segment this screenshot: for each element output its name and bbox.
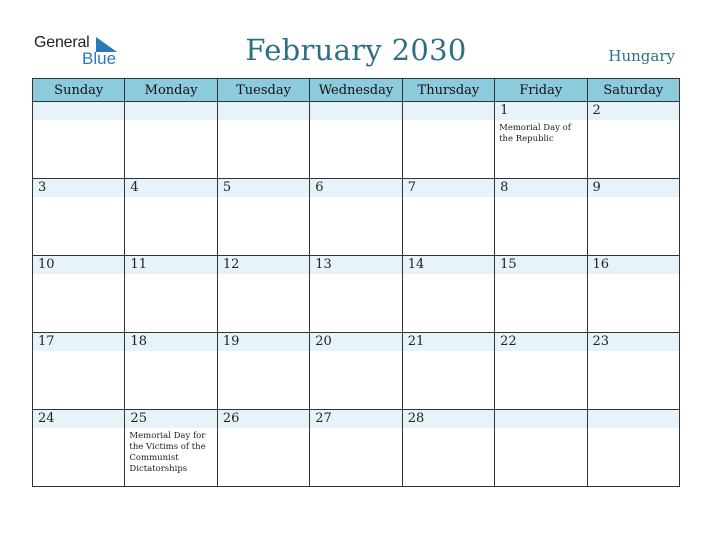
day-cell — [495, 333, 587, 410]
day-cell — [402, 333, 494, 410]
day-cell — [217, 102, 309, 179]
day-number — [218, 102, 309, 120]
day-number: 17 — [38, 334, 55, 349]
holiday-label: Memorial Day of the Republic — [499, 123, 571, 144]
day-number: 3 — [38, 180, 47, 195]
day-cell — [495, 102, 587, 179]
calendar-title: February 2030 — [245, 33, 467, 67]
day-number: 8 — [500, 180, 509, 195]
brand-line-1: General — [34, 34, 90, 51]
day-number: 28 — [407, 411, 425, 426]
day-cell — [217, 179, 309, 256]
day-cell — [310, 256, 402, 333]
day-cell — [587, 256, 679, 333]
day-cell — [33, 410, 125, 487]
day-cell — [587, 410, 679, 487]
brand-line-2: Blue — [82, 49, 117, 68]
week-row — [33, 179, 680, 256]
day-number: 5 — [222, 180, 232, 195]
day-number — [125, 102, 216, 120]
day-number — [588, 410, 679, 428]
day-number: 24 — [38, 411, 55, 426]
day-cell — [125, 256, 217, 333]
day-number — [33, 102, 124, 120]
day-cell — [217, 410, 309, 487]
day-number: 16 — [592, 257, 610, 272]
weekday-header: Sunday — [33, 79, 125, 102]
day-cell — [402, 256, 494, 333]
day-number — [403, 102, 494, 120]
day-number: 18 — [130, 334, 147, 349]
day-cell — [310, 410, 402, 487]
weekday-header: Monday — [125, 79, 217, 102]
day-cell — [495, 179, 587, 256]
week-row — [33, 410, 680, 487]
day-cell — [310, 102, 402, 179]
calendar-grid — [32, 78, 680, 487]
weekday-header-row — [33, 79, 680, 102]
day-cell — [495, 256, 587, 333]
day-number: 7 — [407, 180, 416, 195]
day-cell — [495, 410, 587, 487]
day-number — [310, 102, 401, 120]
week-row — [33, 256, 680, 333]
day-number: 23 — [592, 334, 610, 349]
day-cell — [587, 333, 679, 410]
day-cell — [33, 102, 125, 179]
day-cell — [402, 179, 494, 256]
day-number: 10 — [38, 257, 55, 272]
day-number: 4 — [130, 180, 139, 195]
day-number: 25 — [130, 411, 147, 426]
day-number: 6 — [315, 180, 324, 195]
day-cell — [587, 102, 679, 179]
day-cell — [125, 179, 217, 256]
day-number: 21 — [407, 334, 425, 349]
day-number: 19 — [222, 334, 240, 349]
day-number: 26 — [222, 411, 240, 426]
day-number: 14 — [407, 257, 425, 272]
day-number: 15 — [500, 257, 517, 272]
day-cell — [125, 102, 217, 179]
day-number: 27 — [315, 411, 332, 426]
day-cell — [310, 333, 402, 410]
day-number: 11 — [130, 257, 147, 272]
weekday-header: Wednesday — [310, 79, 402, 102]
day-cell — [125, 410, 217, 487]
country-label: Hungary — [608, 47, 675, 65]
week-row — [33, 102, 680, 179]
weekday-header: Thursday — [402, 79, 494, 102]
day-cell — [33, 333, 125, 410]
calendar-body — [33, 102, 680, 487]
week-row — [33, 333, 680, 410]
day-cell — [217, 256, 309, 333]
day-number: 22 — [500, 334, 517, 349]
day-cell — [587, 179, 679, 256]
day-number: 13 — [315, 257, 332, 272]
day-number — [495, 410, 586, 428]
day-cell — [125, 333, 217, 410]
day-cell — [310, 179, 402, 256]
day-number: 12 — [222, 257, 240, 272]
day-cell — [33, 256, 125, 333]
weekday-header: Friday — [495, 79, 587, 102]
day-cell — [402, 410, 494, 487]
day-number: 1 — [500, 103, 509, 118]
day-number: 20 — [315, 334, 332, 349]
weekday-header: Tuesday — [217, 79, 309, 102]
holiday-label: Memorial Day for the Victims of the Communist Dictatorships — [129, 431, 206, 474]
weekday-header: Saturday — [587, 79, 679, 102]
day-cell — [217, 333, 309, 410]
day-cell — [33, 179, 125, 256]
day-number: 9 — [592, 180, 601, 195]
day-cell — [402, 102, 494, 179]
day-number: 2 — [592, 103, 601, 118]
